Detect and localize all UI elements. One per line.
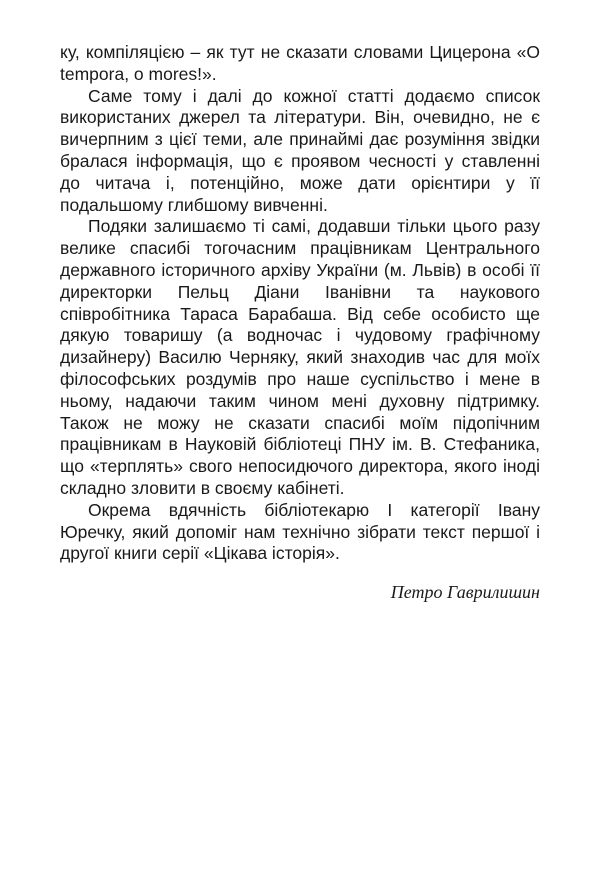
document-page [60,42,540,604]
paragraph-acknowledgements: Подяки залишаємо ті самі, додавши тільки цього разу велике спасибі тогочасним працівникам Центрального державного історичного архіву України (м. Львів) в особі її директорки Пельц Діани Іванівни та наукового співробітника Тараса Барабаша. Від себе особисто ще дякую товаришу (а водночас і чудовому графічному дизайнеру) Василю Черняку, який знаходив час для моїх філософських роздумів про наше суспільство і мене в ньому, надаючи таким чином мені духовну підтримку. Також не можу не сказати спасибі моїм підопічним працівникам в Науковій бібліотеці ПНУ ім. В. Стефаника, що «терплять» свого непосидючого директора, якого іноді складно зловити в своєму кабінеті. [60,216,540,498]
paragraph-sources: Саме тому і далі до кожної статті додаємо список використаних джерел та літератури. Він, очевидно, не є вичерпним з цієї теми, але принаймі дає розуміння звідки бралася інформація, що є проявом чесності у ставленні до читача і, потенційно, може дати орієнтири у її подальшому глибшому вивченні. [60,85,540,215]
paragraph-continuation: ку, компіляцією – як тут не сказати словами Цицерона «O tempora, o mores!». [60,42,540,84]
paragraph-special-thanks: Окрема вдячність бібліотекарю І категорії Івану Юречку, який допоміг нам технічно зібрати текст першої і другої книги серії «Цікава історія». [60,499,540,564]
author-signature: Петро Гаврилишин [390,582,540,603]
